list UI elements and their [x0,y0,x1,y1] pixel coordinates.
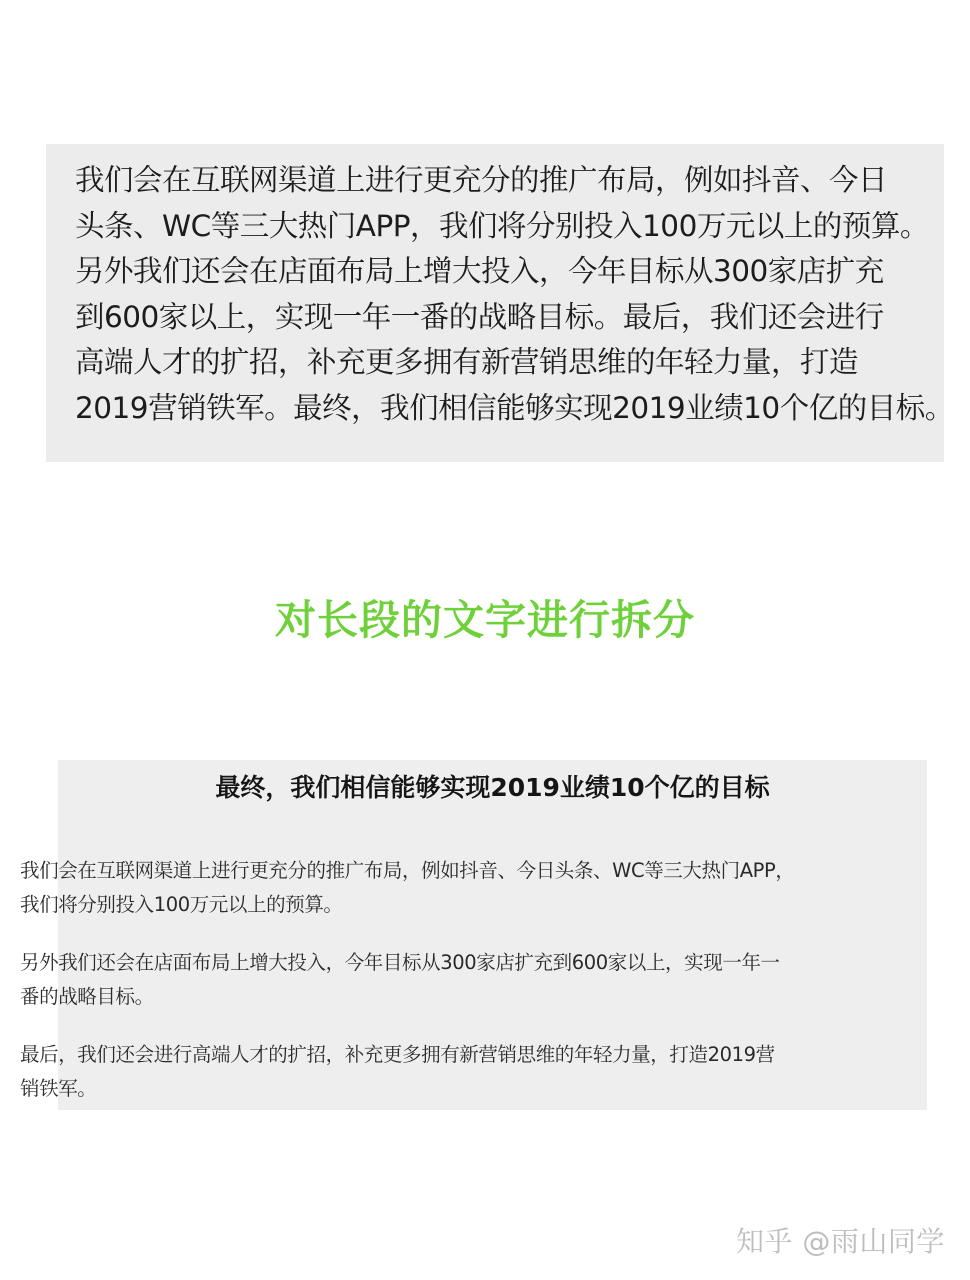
split-paragraph-1 [20,854,850,922]
original-paragraph-line: 到600家以上，实现一年一番的战略目标。最后，我们还会进行 [75,299,884,334]
original-paragraph-line: 高端人才的扩招，补充更多拥有新营销思维的年轻力量，打造 [75,345,859,379]
summary-heading: 最终，我们相信能够实现2019业绩10个亿的目标 [215,773,770,802]
paragraph-line: 番的战略目标。 [20,985,154,1008]
paragraph-line: 销铁军。 [20,1077,97,1100]
paragraph-line: 另外我们还会在店面布局上增大投入，今年目标从300家店扩充到600家以上，实现一年一 [20,951,780,974]
original-paragraph-line: 另外我们还会在店面布局上增大投入，今年目标从300家店扩充 [75,254,884,288]
original-paragraph-box [46,144,954,462]
paragraph-line: 最后，我们还会进行高端人才的扩招，补充更多拥有新营销思维的年轻力量，打造2019营 [20,1043,775,1066]
section-heading: 对长段的文字进行拆分 [275,596,695,644]
split-paragraph-2 [20,946,850,1014]
paragraph-line: 我们将分别投入100万元以上的预算。 [20,893,343,916]
original-paragraph-line: 头条、WC等三大热门APP，我们将分别投入100万元以上的预算。 [75,208,929,243]
paragraph-line: 我们会在互联网渠道上进行更充分的推广布局，例如抖音、今日头条、WC等三大热门APP， [20,859,795,882]
split-paragraph-3 [20,1038,850,1106]
original-paragraph-line: 我们会在互联网渠道上进行更充分的推广布局，例如抖音、今日 [75,163,888,197]
watermark: 知乎 @雨山同学 [736,1225,945,1258]
original-paragraph-line: 2019营销铁军。最终，我们相信能够实现2019业绩10个亿的目标。 [75,390,954,425]
